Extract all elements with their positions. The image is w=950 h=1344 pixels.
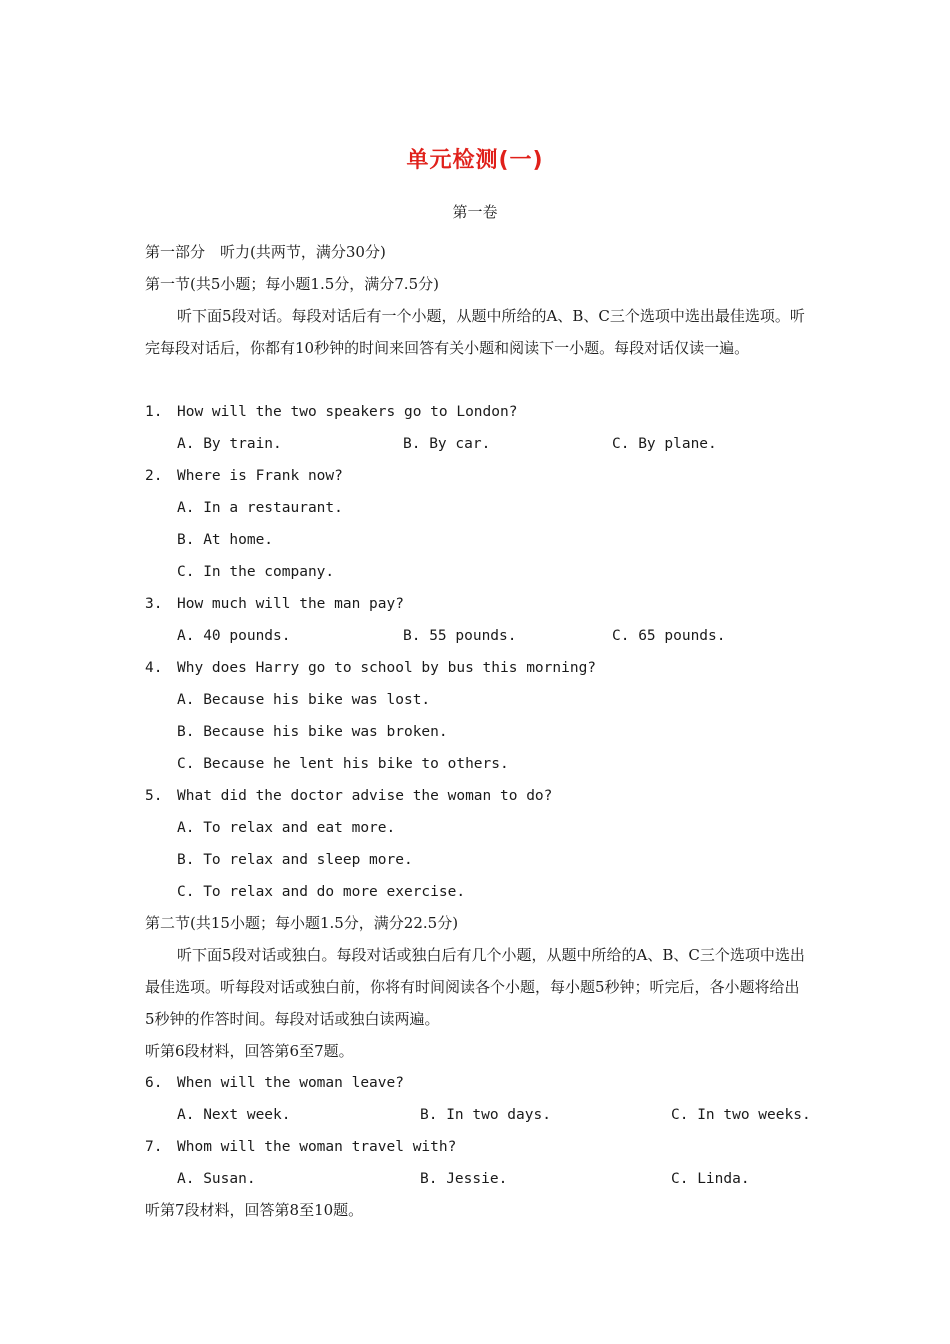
question-text: When will the woman leave? [177, 1075, 404, 1091]
document-title: 单元检测(一) [406, 148, 544, 173]
option-a: A. Susan. [177, 1171, 256, 1187]
option-b: B. By car. [403, 436, 491, 452]
option-a: A. Next week. [177, 1107, 291, 1123]
question-number: 5. [145, 788, 163, 804]
option-a: A. To relax and eat more. [177, 820, 396, 836]
option-a: A. 40 pounds. [177, 628, 291, 644]
option-a: A. By train. [177, 436, 282, 452]
question-number: 7. [145, 1139, 163, 1155]
question-number: 2. [145, 468, 163, 484]
question-number: 4. [145, 660, 163, 676]
option-b: B. In two days. [420, 1107, 551, 1123]
question-text: How will the two speakers go to London? [177, 404, 518, 420]
option-a: A. Because his bike was lost. [177, 692, 431, 708]
option-a: A. In a restaurant. [177, 500, 343, 516]
question-text: Where is Frank now? [177, 468, 343, 484]
option-b: B. Because his bike was broken. [177, 724, 448, 740]
question-number: 6. [145, 1075, 163, 1091]
option-c: C. By plane. [612, 436, 717, 452]
option-c: C. To relax and do more exercise. [177, 884, 466, 900]
question-number: 3. [145, 596, 163, 612]
section1-instructions: 听下面5段对话。每段对话后有一个小题，从题中所给的A、B、C三个选项中选出最佳选项。听完每段对话后，你都有10秒钟的时间来回答有关小题和阅读下一小题。每段对话仅读一遍。 [145, 307, 805, 357]
material-6-label: 听第6段材料，回答第6至7题。 [145, 1042, 354, 1060]
part1-heading: 第一部分 听力(共两节，满分30分) [145, 243, 386, 261]
section2-heading: 第二节(共15小题；每小题1.5分，满分22.5分) [145, 914, 459, 932]
question-text: Whom will the woman travel with? [177, 1139, 457, 1155]
option-c: C. 65 pounds. [612, 628, 726, 644]
option-c: C. Because he lent his bike to others. [177, 756, 509, 772]
question-text: What did the doctor advise the woman to do? [177, 788, 553, 804]
option-b: B. Jessie. [420, 1171, 508, 1187]
option-b: B. At home. [177, 532, 274, 548]
question-text: Why does Harry go to school by bus this morning? [177, 660, 597, 676]
option-c: C. Linda. [671, 1171, 750, 1187]
option-b: B. 55 pounds. [403, 628, 517, 644]
question-text: How much will the man pay? [177, 596, 404, 612]
volume-label: 第一卷 [452, 203, 498, 221]
option-c: C. In the company. [177, 564, 335, 580]
material-7-label: 听第7段材料，回答第8至10题。 [145, 1201, 364, 1219]
section2-instructions: 听下面5段对话或独白。每段对话或独白后有几个小题，从题中所给的A、B、C三个选项中选出最佳选项。听每段对话或独白前，你将有时间阅读各个小题，每小题5秒钟；听完后，各小题将给出5秒钟的作答时间。每段对话或独白读两遍。 [145, 946, 805, 1028]
question-number: 1. [145, 404, 163, 420]
option-c: C. In two weeks. [671, 1107, 811, 1123]
option-b: B. To relax and sleep more. [177, 852, 413, 868]
section1-heading: 第一节(共5小题；每小题1.5分，满分7.5分) [145, 275, 439, 293]
